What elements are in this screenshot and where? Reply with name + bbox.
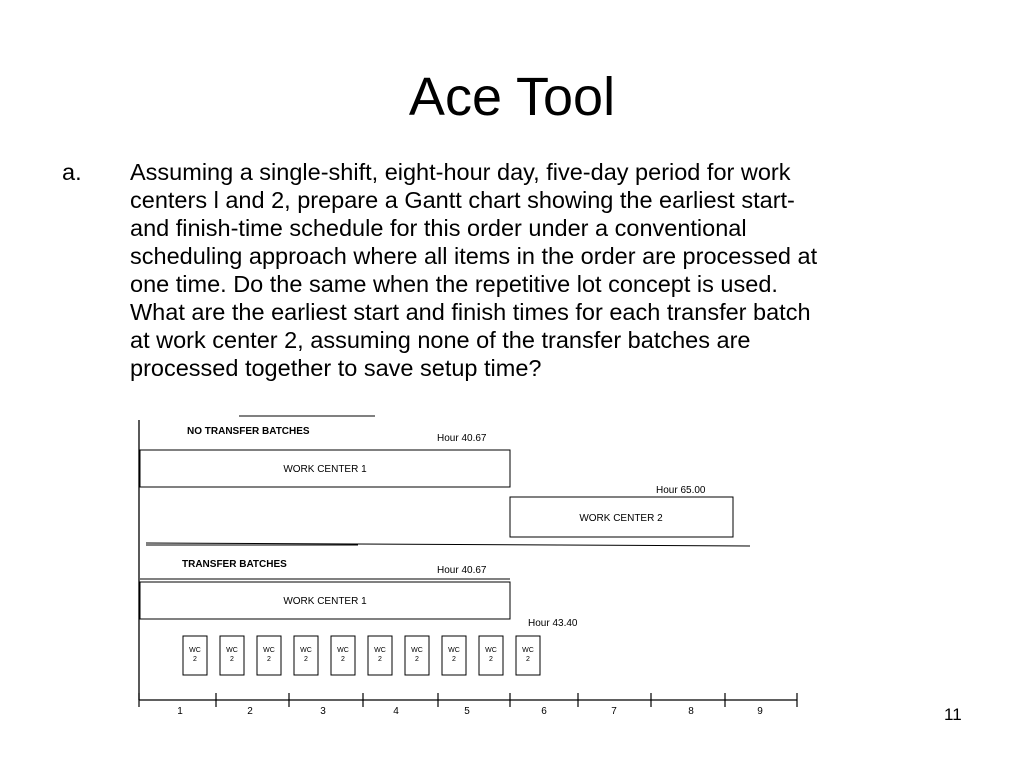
batch-label-bottom: 2 — [193, 656, 197, 663]
nt-wc1-end-label: Hour 40.67 — [437, 433, 487, 444]
tb-wc1-label: WORK CENTER 1 — [283, 596, 367, 607]
batch-label-bottom: 2 — [489, 656, 493, 663]
batch-label-bottom: 2 — [341, 656, 345, 663]
batch-label-top: WC — [300, 647, 312, 654]
bullet-marker: a. — [62, 159, 82, 185]
wc2-batch-box — [405, 636, 429, 675]
batch-label-top: WC — [337, 647, 349, 654]
bullet-text: Assuming a single-shift, eight-hour day, five-day period for work centers l and 2, prepare a Gantt chart showing the earliest start- and finish-time schedule for this order under a conventional scheduling approach where all items in the order are processed at one time. Do the same when the repetitive lot concept is used. What are the earliest start and finish times for each transfer batch at work center 2, assuming none of the transfer batches are processed together to save setup time? — [130, 159, 818, 381]
wc2-batch-box — [183, 636, 207, 675]
wc2-batch-box — [479, 636, 503, 675]
batch-label-bottom: 2 — [230, 656, 234, 663]
time-axis-labels — [177, 706, 763, 717]
batch-label-top: WC — [374, 647, 386, 654]
batch-label-bottom: 2 — [415, 656, 419, 663]
slide-title: Ace Tool — [408, 67, 616, 127]
axis-tick-label: 8 — [688, 706, 694, 717]
wc2-batch-box — [220, 636, 244, 675]
axis-tick-label: 3 — [320, 706, 326, 717]
wc2-batch-box — [442, 636, 466, 675]
axis-tick-label: 7 — [611, 706, 617, 717]
wc2-batch-box — [368, 636, 392, 675]
wc2-batch-box — [331, 636, 355, 675]
wc2-batch-box — [257, 636, 281, 675]
page-number: 11 — [944, 705, 962, 724]
axis-tick-label: 5 — [464, 706, 470, 717]
batch-label-top: WC — [189, 647, 201, 654]
no-transfer-heading: NO TRANSFER BATCHES — [187, 426, 310, 437]
batch-label-bottom: 2 — [304, 656, 308, 663]
wc2-batch-box — [516, 636, 540, 675]
batch-label-top: WC — [226, 647, 238, 654]
transfer-batch-group — [183, 636, 540, 675]
nt-wc1-label: WORK CENTER 1 — [283, 464, 367, 475]
axis-tick-label: 4 — [393, 706, 399, 717]
batch-label-bottom: 2 — [526, 656, 530, 663]
batch-label-bottom: 2 — [267, 656, 271, 663]
axis-tick-label: 6 — [541, 706, 547, 717]
nt-wc2-label: WORK CENTER 2 — [579, 513, 663, 524]
tb-wc1-end-label: Hour 40.67 — [437, 565, 487, 576]
batch-label-top: WC — [522, 647, 534, 654]
transfer-heading: TRANSFER BATCHES — [182, 559, 287, 570]
batch-label-top: WC — [448, 647, 460, 654]
batch-label-top: WC — [263, 647, 275, 654]
batch-label-bottom: 2 — [452, 656, 456, 663]
axis-tick-label: 2 — [247, 706, 253, 717]
wc2-batch-box — [294, 636, 318, 675]
batch-label-bottom: 2 — [378, 656, 382, 663]
nt-wc2-end-label: Hour 65.00 — [656, 485, 706, 496]
axis-tick-label: 1 — [177, 706, 183, 717]
axis-tick-label: 9 — [757, 706, 763, 717]
batch-label-top: WC — [411, 647, 423, 654]
tb-batches-end-label: Hour 43.40 — [528, 618, 578, 629]
batch-label-top: WC — [485, 647, 497, 654]
